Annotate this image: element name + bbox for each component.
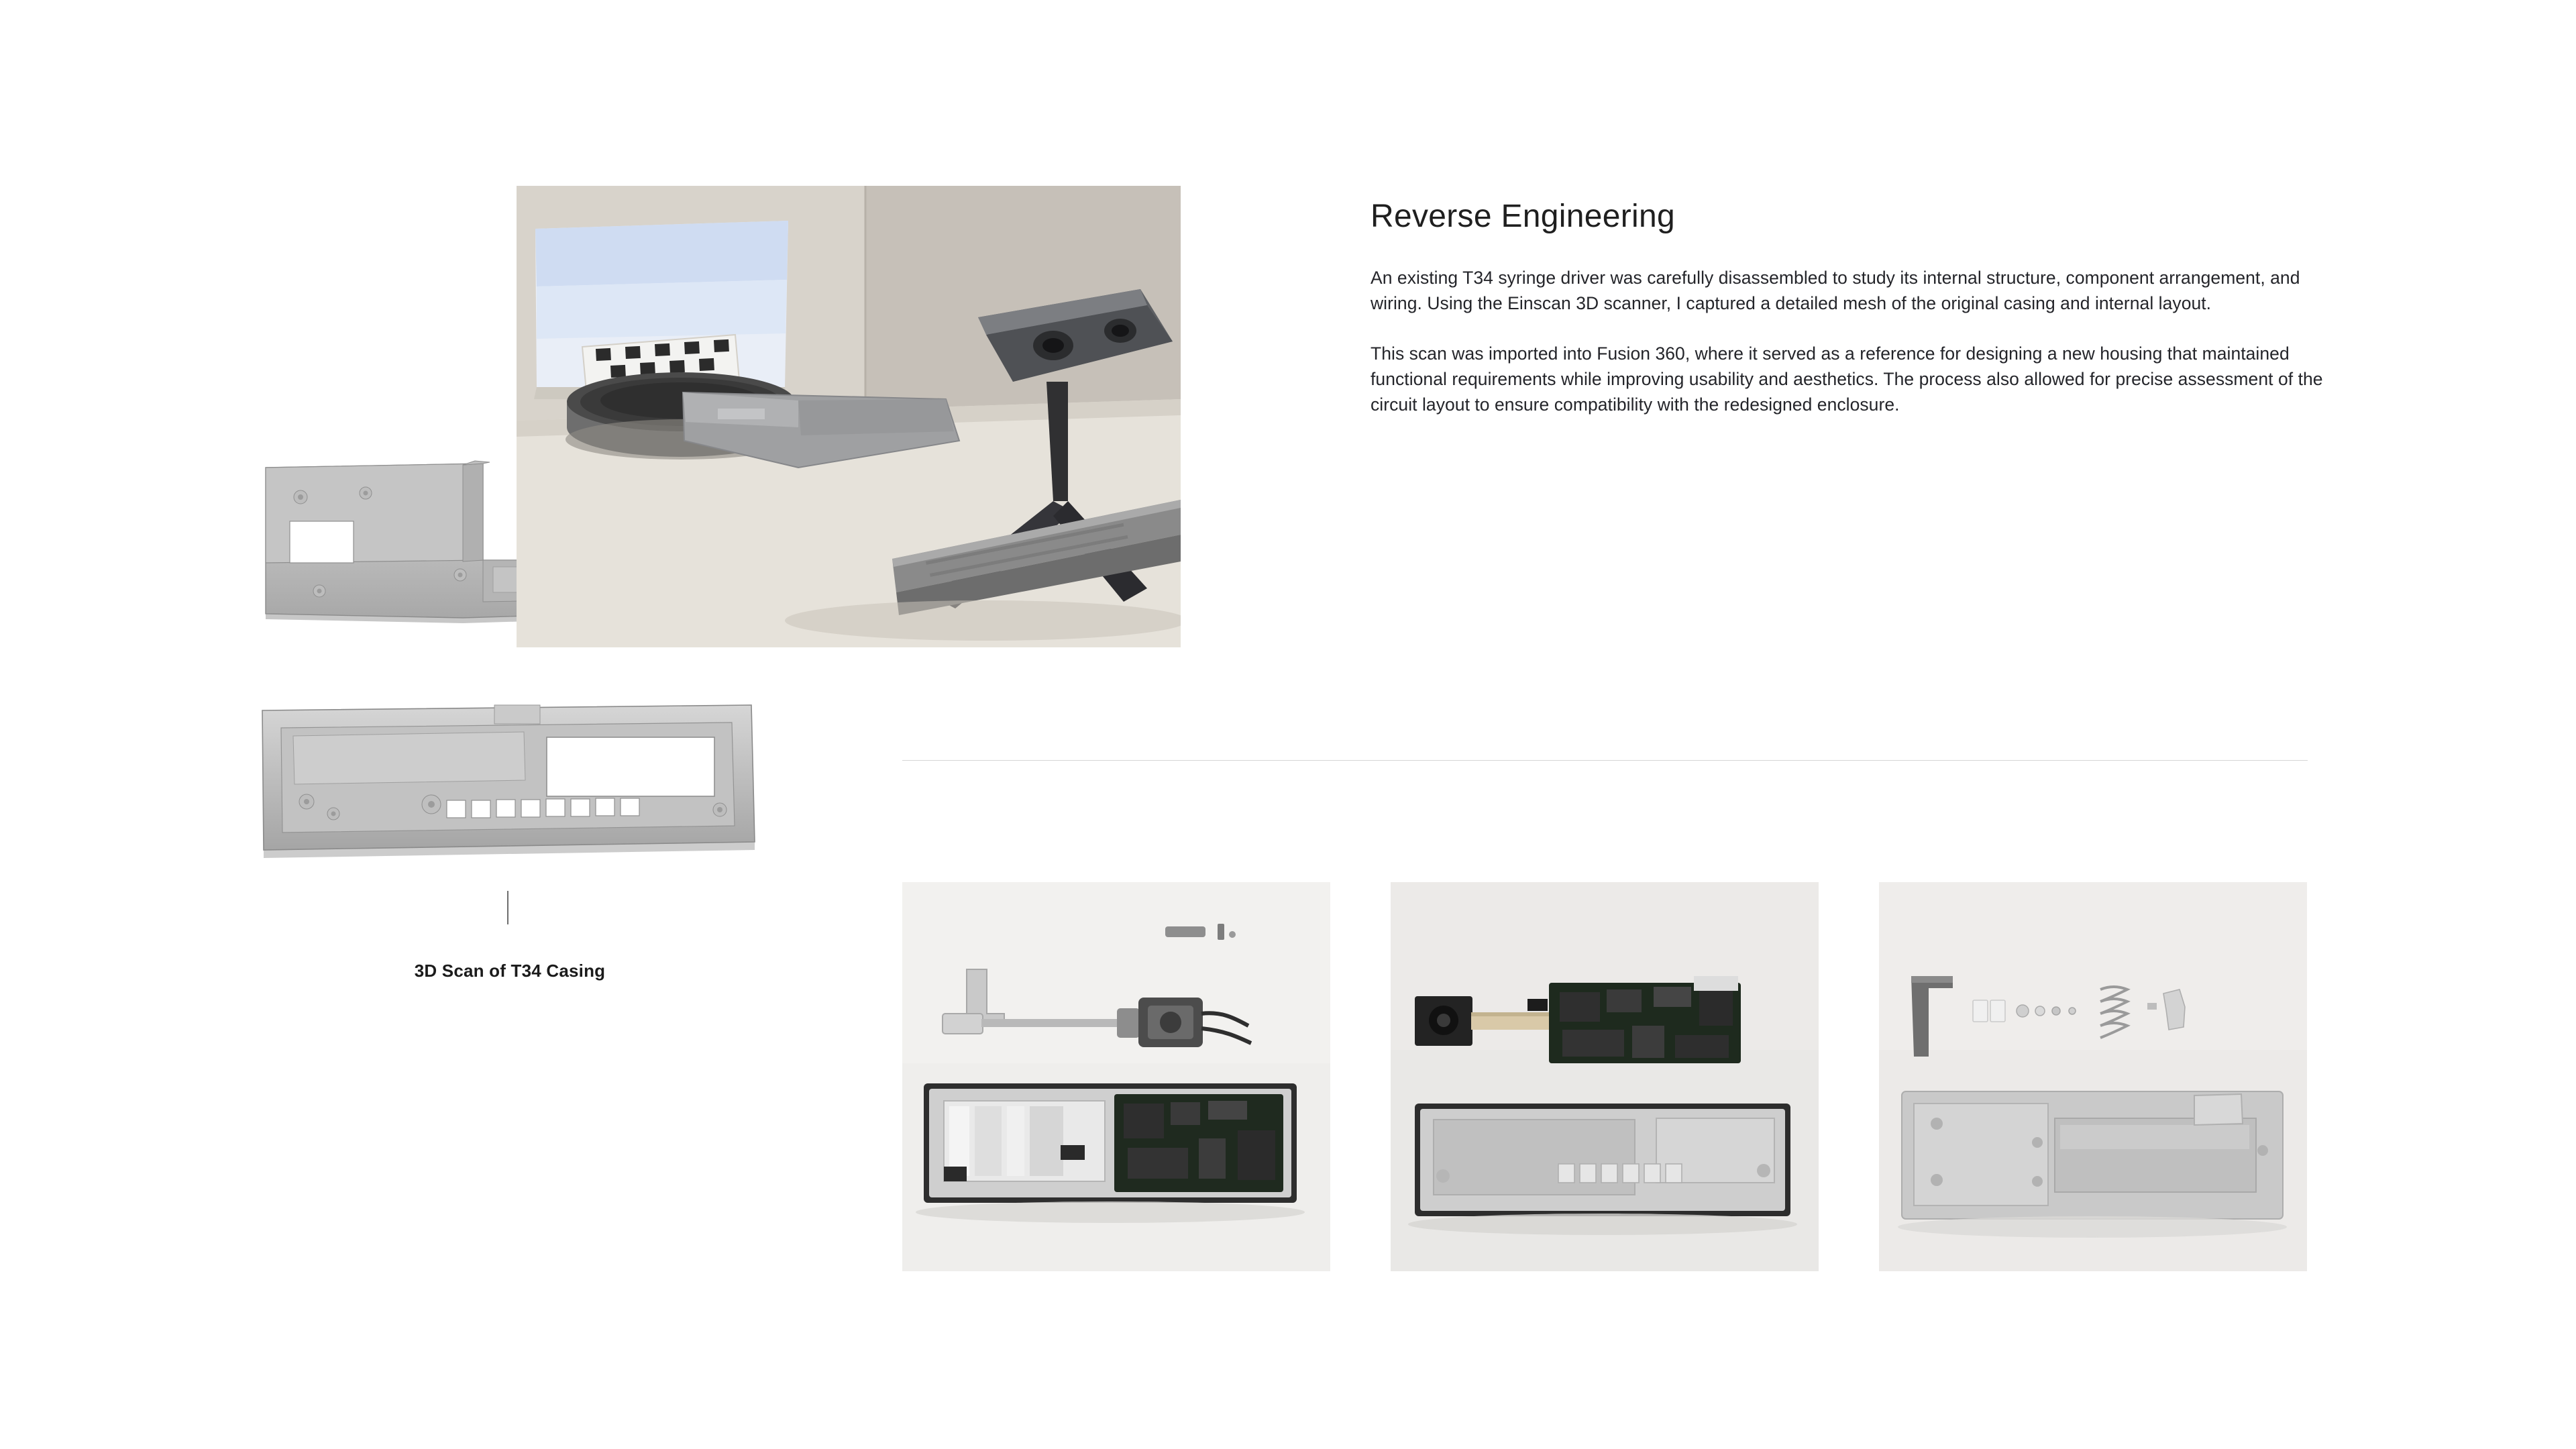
teardown-photo-hardware [1879,882,2307,1271]
scan-caption: 3D Scan of T34 Casing [414,961,606,981]
body-paragraph-1: An existing T34 syringe driver was carefully disassembled to study its internal structure, component arrangement, and wiring. Using the Einscan 3D scanner, I captured a detailed mesh of the original casing and internal layout. [1371,268,2300,313]
article-block [1371,198,2330,435]
t34-casing-scan-lower [258,701,758,859]
teardown-photo-mechanism [902,882,1330,1271]
caption-leader-line [507,891,508,924]
teardown-photo-boards [1391,882,1819,1271]
section-divider [902,760,2308,761]
teardown-photo-strip [902,882,2308,1271]
body-paragraph-2: This scan was imported into Fusion 360, where it served as a reference for designing a new housing that maintained functional requirements while improving usability and aesthetics. The process also allowed for precise assessment of the circuit layout to ensure compatibility with the redesigned enclosure. [1371,343,2323,415]
page-title: Reverse Engineering [1371,199,1675,234]
einscan-setup-photo [517,186,1181,647]
